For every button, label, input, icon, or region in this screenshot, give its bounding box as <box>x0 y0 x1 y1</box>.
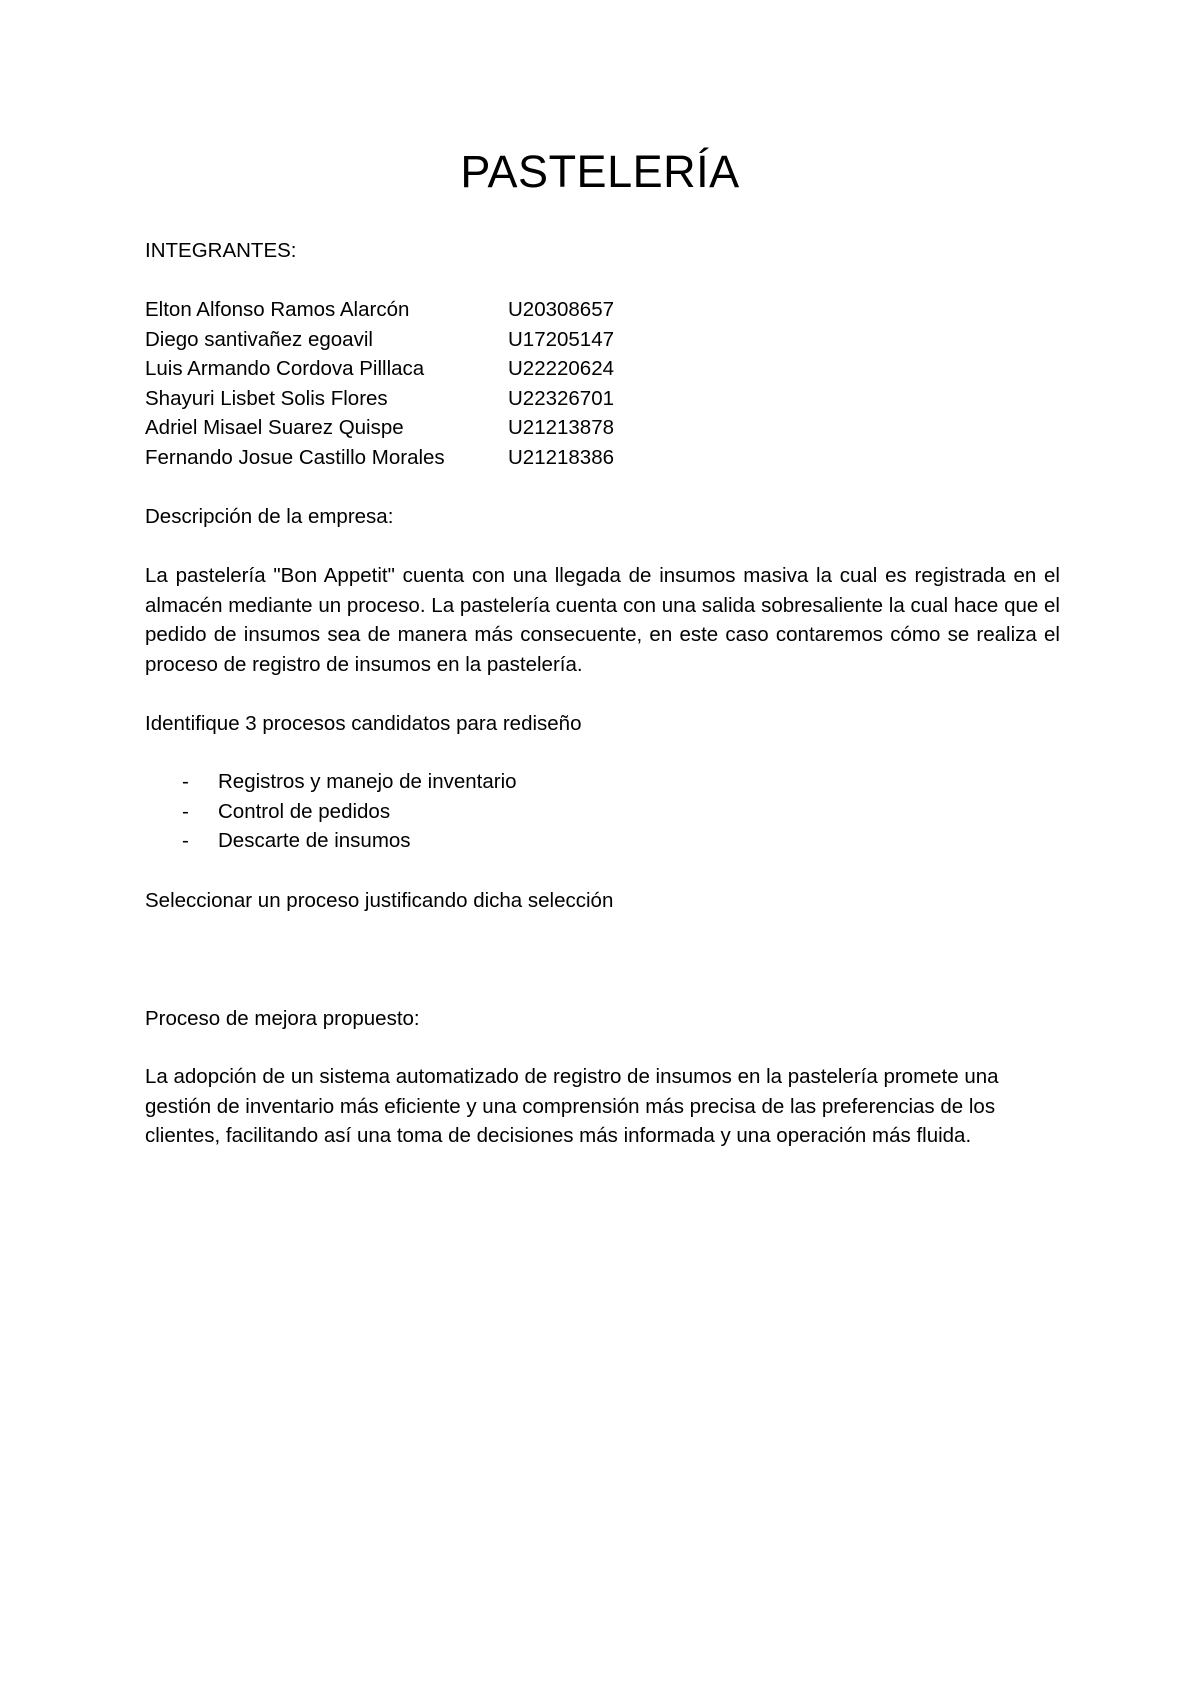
member-row <box>145 443 614 473</box>
member-row <box>145 354 614 384</box>
member-id: U20308657 <box>508 298 615 321</box>
list-marker: - <box>182 829 189 852</box>
member-name: Shayuri Lisbet Solis Flores <box>145 386 388 410</box>
list-item <box>145 767 517 797</box>
list-item <box>145 826 517 856</box>
member-name: Luis Armando Cordova Pilllaca <box>145 357 425 380</box>
member-id: U21218386 <box>508 445 615 469</box>
member-name: Diego santivañez egoavil <box>145 327 373 351</box>
list-marker: - <box>182 770 189 793</box>
process-item: Control de pedidos <box>218 799 391 823</box>
description-text: La pastelería "Bon Appetit" cuenta con una llegada de insumos masiva la cual es registrada en el almacén mediante un proceso. La pastelería cuenta con una salida sobresaliente la cual hace que el pedido de insumos sea de manera más consecuente, en este caso contaremos cómo se realiza el proceso de registro de insumos en la pastelería. <box>145 564 1060 676</box>
process-list <box>145 767 517 856</box>
member-name: Fernando Josue Castillo Morales <box>145 445 445 469</box>
list-item <box>145 797 517 827</box>
members-list <box>145 295 614 472</box>
description-label: Descripción de la empresa: <box>145 505 394 528</box>
process-item: Registros y manejo de inventario <box>218 770 517 793</box>
members-label: INTEGRANTES: <box>145 239 297 262</box>
proposal-section <box>145 1062 1055 1151</box>
member-row <box>145 384 614 414</box>
member-id: U17205147 <box>508 327 615 351</box>
member-id: U21213878 <box>508 416 615 439</box>
description-section <box>145 561 1060 679</box>
member-row <box>145 295 614 325</box>
process-item: Descarte de insumos <box>218 829 411 852</box>
list-marker: - <box>182 799 189 823</box>
member-row <box>145 413 614 443</box>
identify-label: Identifique 3 procesos candidatos para rediseño <box>145 712 582 735</box>
select-label: Seleccionar un proceso justificando dicha selección <box>145 889 614 912</box>
member-id: U22220624 <box>508 357 615 380</box>
member-name: Elton Alfonso Ramos Alarcón <box>145 298 410 321</box>
document-title: PASTELERÍA <box>460 146 740 197</box>
proposal-label: Proceso de mejora propuesto: <box>145 1007 420 1030</box>
proposal-text: La adopción de un sistema automatizado de registro de insumos en la pastelería promete una gestión de inventario más eficiente y una comprensión más precisa de las preferencias de los clientes, facilitando así una toma de decisiones más informada y una operación más fluida. <box>145 1065 999 1147</box>
member-name: Adriel Misael Suarez Quispe <box>145 416 404 439</box>
member-id: U22326701 <box>508 386 615 410</box>
member-row <box>145 325 614 355</box>
